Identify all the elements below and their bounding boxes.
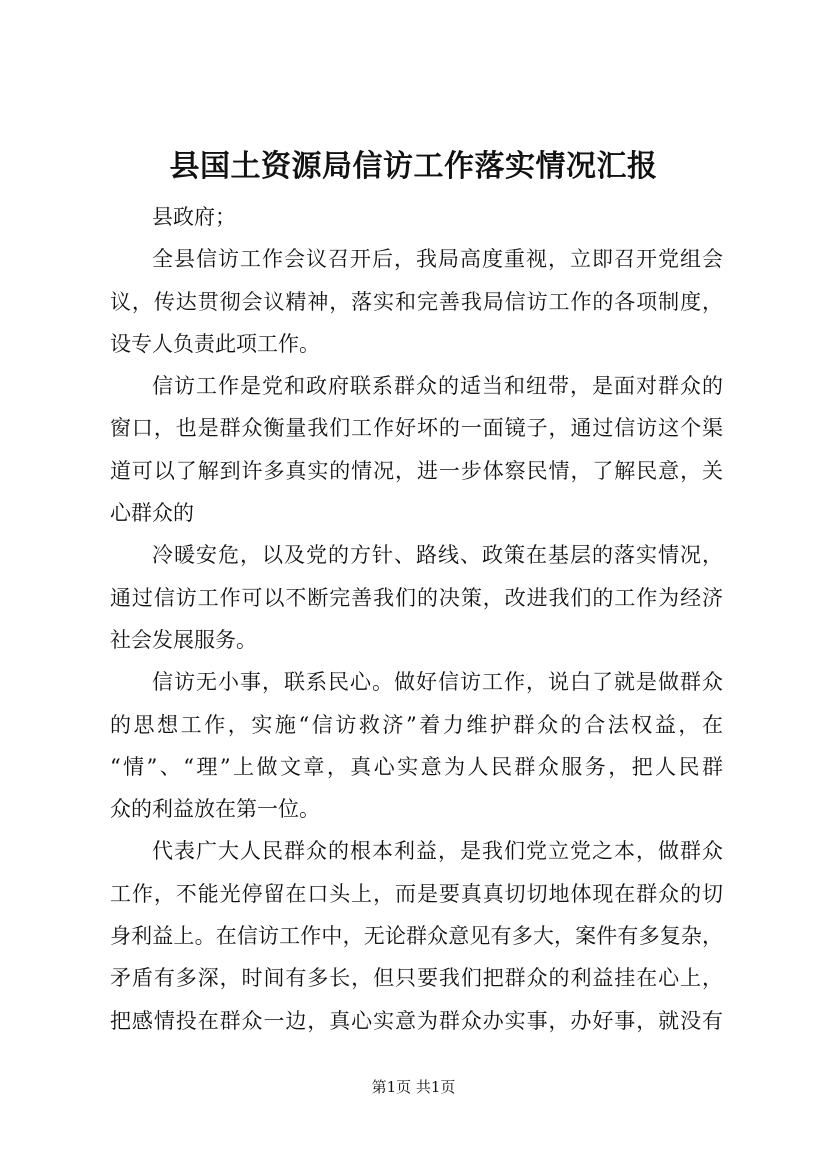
paragraph-line: 窗口，也是群众衡量我们工作好坏的一面镜子，通过信访这个渠 (110, 416, 723, 441)
paragraph-line: 工作，不能光停留在口头上，而是要真真切切地体现在群众的切 (110, 881, 723, 906)
paragraph-line: 信访工作是党和政府联系群众的适当和纽带，是面对群众的 (152, 374, 723, 399)
paragraph-line: 把感情投在群众一边，真心实意为群众办实事，办好事，就没有 (110, 1008, 723, 1033)
paragraph-line: “情”、“理”上做文章，真心实意为人民群众服务，把人民群 (110, 754, 723, 779)
paragraph-line: 矛盾有多深，时间有多长，但只要我们把群众的利益挂在心上， (110, 966, 723, 991)
document-title: 县国土资源局信访工作落实情况汇报 (169, 149, 658, 184)
paragraph-line: 的思想工作，实施“信访救济”着力维护群众的合法权益，在 (110, 712, 723, 737)
paragraph-line: 设专人负责此项工作。 (110, 331, 320, 356)
paragraph-line: 全县信访工作会议召开后，我局高度重视，立即召开党组会 (152, 247, 723, 272)
paragraph-line: 信访无小事，联系民心。做好信访工作，说白了就是做群众 (152, 670, 723, 695)
paragraph-line: 冷暖安危，以及党的方针、路线、政策在基层的落实情况， (152, 543, 723, 568)
paragraph-line: 身利益上。在信访工作中，无论群众意见有多大，案件有多复杂， (110, 924, 723, 949)
salutation-line: 县政府； (152, 205, 236, 229)
paragraph-line: 社会发展服务。 (110, 627, 257, 652)
paragraph-line: 道可以了解到许多真实的情况，进一步体察民情，了解民意，关 (110, 458, 723, 483)
paragraph-line: 心群众的 (110, 501, 194, 526)
paragraph-line: 众的利益放在第一位。 (110, 797, 320, 822)
document-body (110, 196, 723, 1042)
paragraph-line: 代表广大人民群众的根本利益，是我们党立党之本，做群众 (152, 839, 723, 864)
paragraph-line: 通过信访工作可以不断完善我们的决策，改进我们的工作为经济 (110, 585, 723, 610)
paragraph-line: 议，传达贯彻会议精神，落实和完善我局信访工作的各项制度， (110, 289, 723, 314)
page-number-footer: 第1页 共1页 (371, 1078, 456, 1096)
